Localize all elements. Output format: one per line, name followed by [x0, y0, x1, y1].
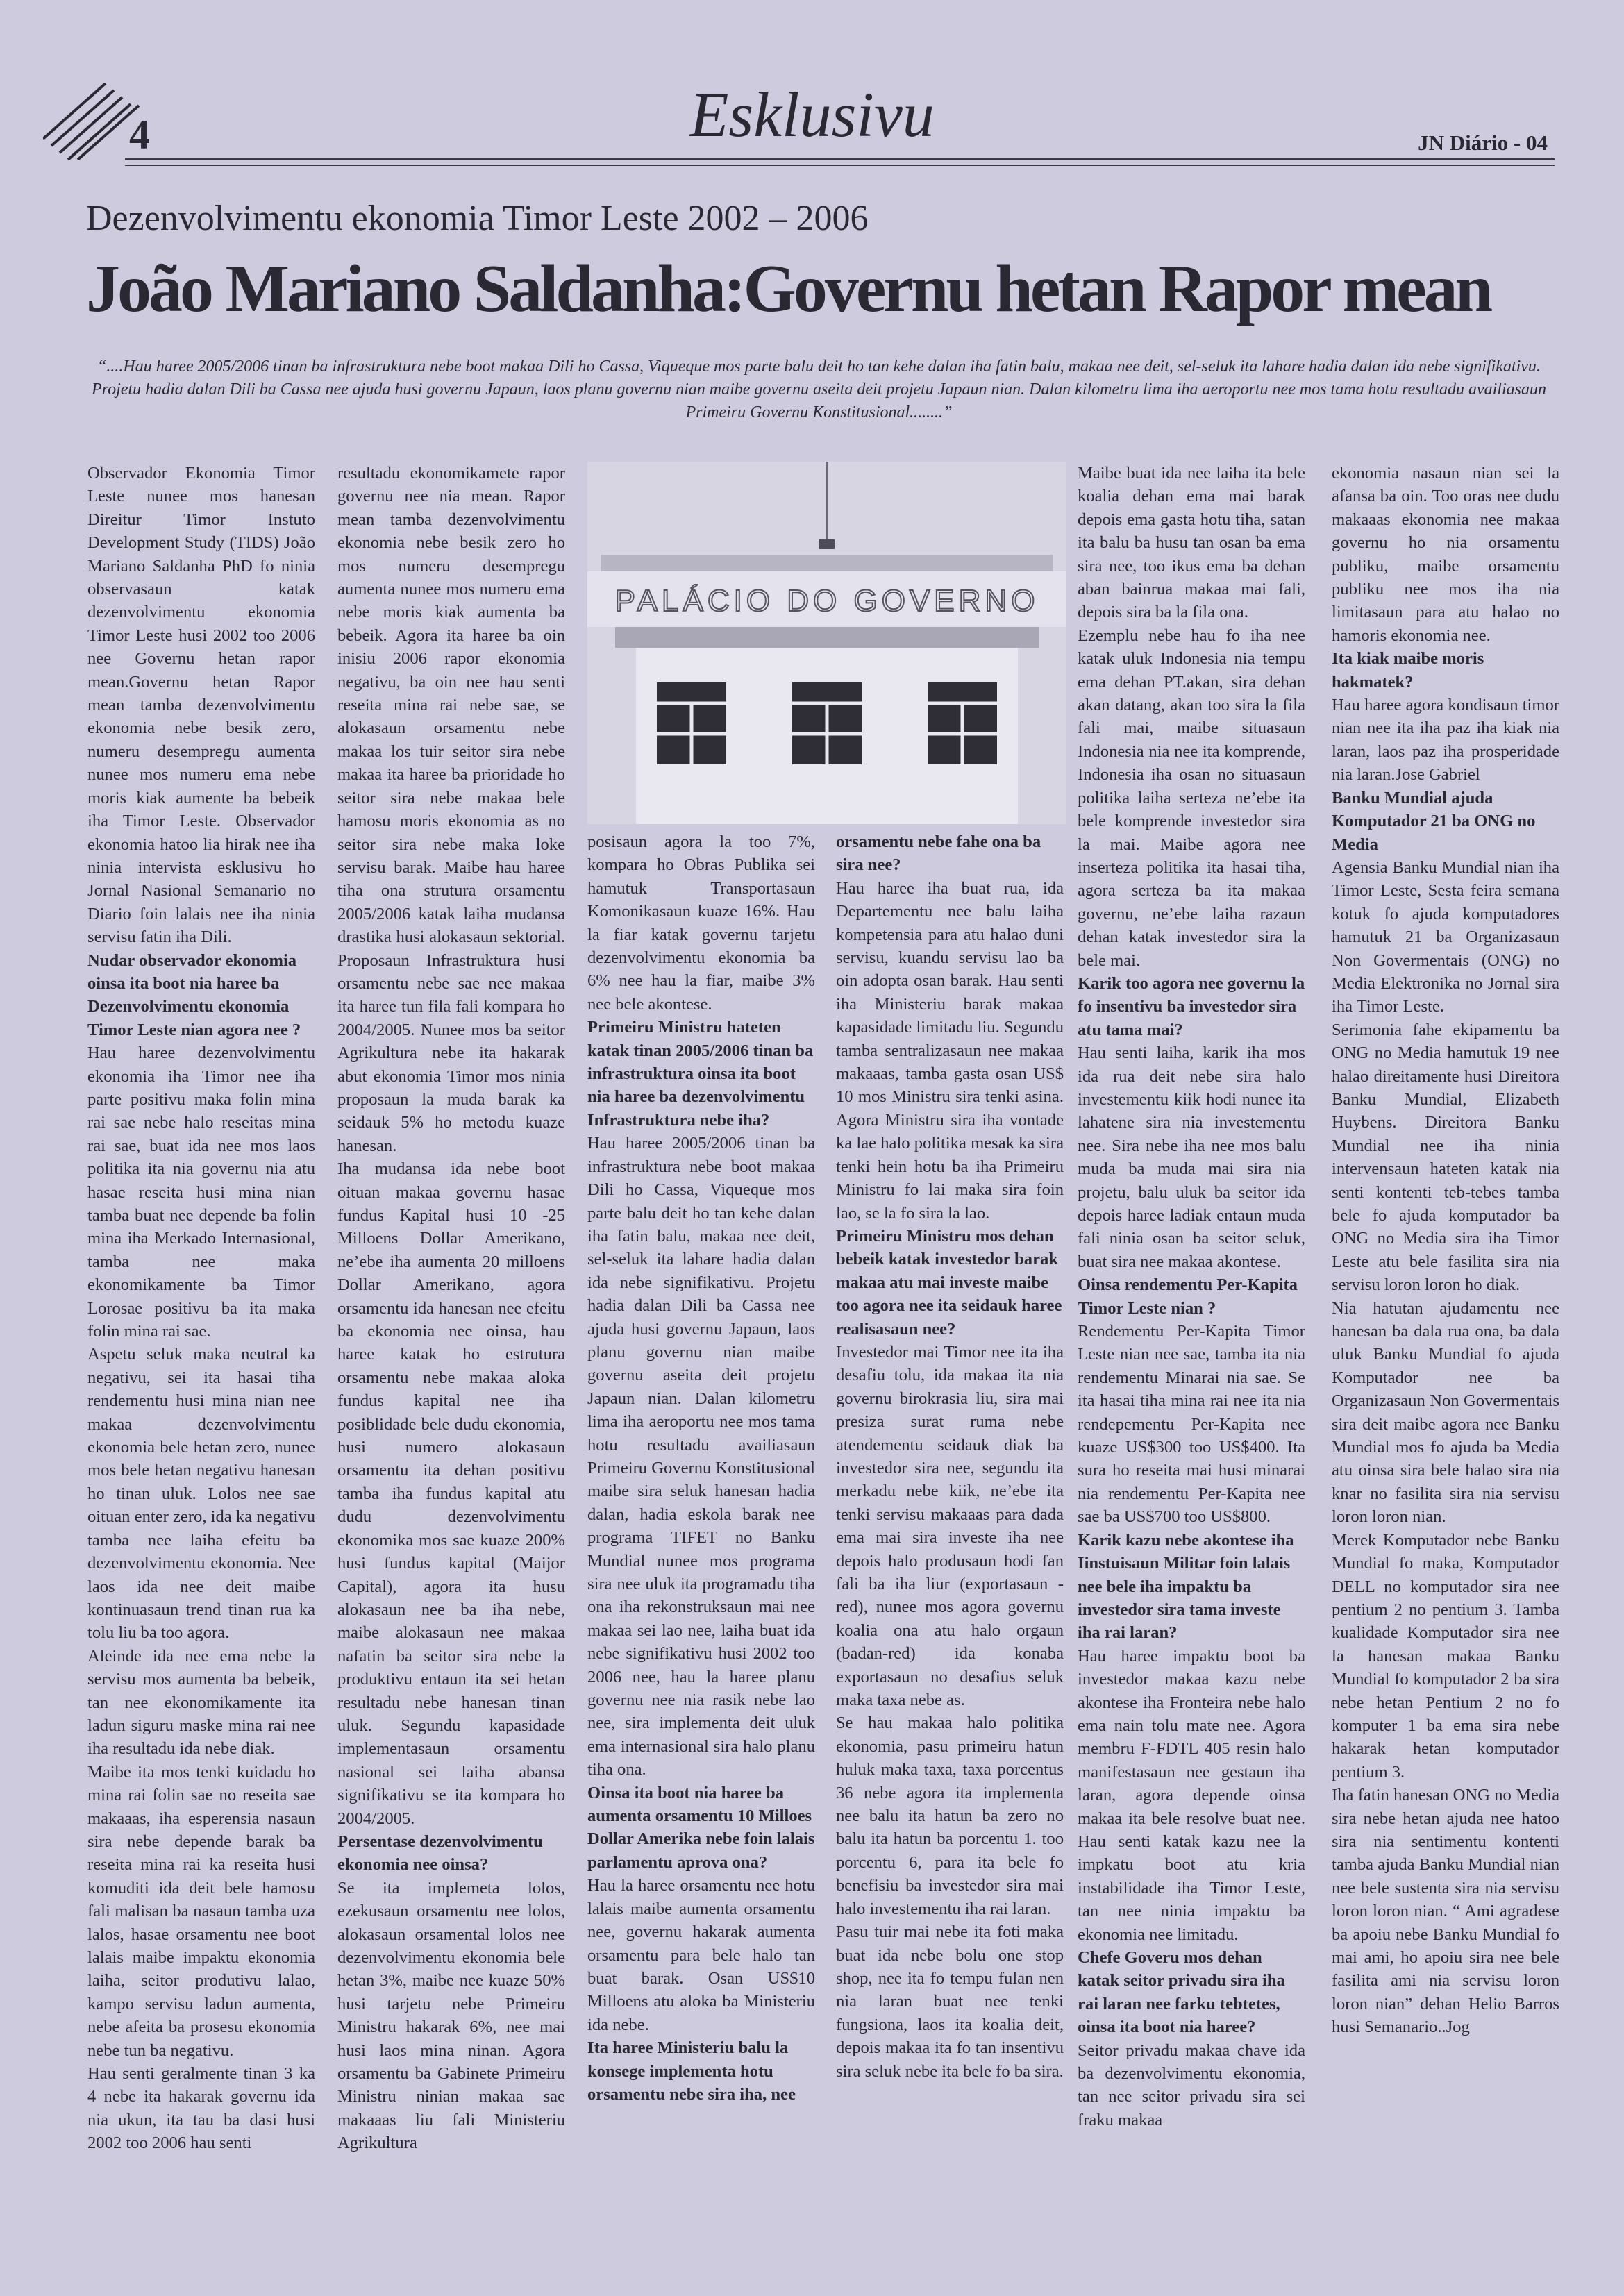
section-title: Esklusivu [689, 79, 935, 150]
paragraph: Aleinde ida nee ema nebe la servisu mos aumenta ba bebeik, tan nee ekonomikamente ita ladun siguru maske mina rai nee iha resultadu ida nebe diak. [87, 1646, 315, 1759]
paragraph: Nia hatutan ajudamentu nee hanesan ba dala rua ona, ba dala uluk Banku Mundial fo ajuda Komputador nee ba Organizasaun Non Govermentais sira deit maibe agora nee Banku Mundial mos fo ajuda ba Media atu oinsa sira bele halao sira nia knar no fasilita sira nia servisu loron loron nian. [1332, 1298, 1559, 1527]
paragraph: Seitor privadu makaa chave ida ba dezenvolvimentu ekonomia, tan nee seitor privadu sira sei fraku makaa [1078, 2041, 1305, 2129]
article-headline: João Mariano Saldanha:Governu hetan Rapor mean [86, 251, 1491, 326]
subheading: Ita haree Ministeriu balu la konsege implementa hotu orsamentu nebe sira iha, nee [587, 2038, 796, 2104]
masthead-rule-thin [125, 165, 1555, 166]
paragraph: Investedor mai Timor nee ita iha desafiu tolu, ida makaa ita nia governu birokrasia liu, sira mai presiza surat ruma nebe atendementu seidauk diak ba investedor sira nee, segundu ita merkadu nebe kiik, ne’ebe ita tenki servisu makaaas para dada ema mai sira investe iha nee depois halo produsaun hodi fan fali ba iha liur (exportasaun -red), nunee mos agora governu koalia ona atu halo orgaun (badan-red) ida konaba exportasaun no desafius seluk maka taxa nebe as. [836, 1342, 1064, 1710]
subheading: Ita kiak maibe moris hakmatek? [1332, 649, 1484, 692]
article-kicker: Dezenvolvimentu ekonomia Timor Leste 2002 – 2006 [86, 199, 869, 238]
subheading: Primeiru Ministru hateten katak tinan 2005/2006 tinan ba infrastruktura oinsa ita boot nia haree ba dezenvolvimentu Infrastruktura nebe iha? [587, 1018, 814, 1130]
paragraph: Hau haree agora kondisaun timor nian nee ita iha paz iha kiak nia laran, laos paz iha prosperidade nia laran.Jose Gabriel [1332, 696, 1559, 785]
paragraph: Maibe ita mos tenki kuidadu ho mina rai folin sae no reseita sae makaaas, iha esperensia nasaun sira nebe depende barak ba reseita mina rai ka reseita husi komuditi ida deit bele hamosu fali malisan ba nasaun tamba uza lalos, hasae orsamentu nee boot lalais maibe impaktu ekonomia laiha, seitor produtivu lalao, kampo servisu ladun aumenta, nebe afeita ba prosesu ekonomia nebe tun ba negativu. [87, 1762, 315, 2060]
paragraph: Hau haree iha buat rua, ida Departementu nee balu laiha kompetensia para atu halao duni servisu, kuandu servisu lao ba oin adopta osan barak. Hau senti iha Ministeriu barak makaa kapasidade limitadu liu. Segundu tamba sentralizasaun nee makaa makaaas, tamba gasta osan US$ 10 mos Ministru sira tenki asina. Agora Ministru sira iha vontade ka lae halo politika mesak ka sira tenki hein hotu ba iha Primeiru Ministru fo lai maka sira foin lao, se la fo sira la lao. [836, 878, 1064, 1223]
paragraph: Hau senti geralmente tinan 3 ka 4 nebe ita hakarak governu ida nia ukun, ita tau ba dasi husi 2002 too 2006 hau senti [87, 2064, 315, 2153]
paragraph: resultadu ekonomikamete rapor governu nee nia mean. Rapor mean tamba dezenvolvimentu ekonomia nebe besik zero ho mos numeru desempregu aumenta nunee mos numeru ema nebe moris kiak aumenta ba bebeik. Agora ita haree ba oin inisiu 2006 rapor ekonomia negativu, ba oin nee hau senti reseita mina rai nebe sae, se alokasaun orsamentu nebe makaa los tuir seitor sira nebe makaa ita haree ba prioridade ho seitor sira nebe makaa bele hamosu moris ekonomia as no seitor sira nebe maka loke servisu barak. Maibe hau haree tiha ona strutura orsamentu 2005/2006 katak laiha mudansa drastika husi alokasaun sektorial. Proposaun Infrastruktura husi orsamentu nebe sae nee makaa ita haree tun fila fali kompara ho 2004/2005. Nunee mos ba seitor Agrikultura nebe ita hakarak abut ekonomia Timor mos ninia proposaun la muda barak ka seidauk 5% ho metodu kuaze hanesan. [337, 464, 565, 1155]
edition-label: JN Diário - 04 [1418, 131, 1548, 155]
column-4 [836, 830, 1064, 2083]
subheading: Karik too agora nee governu la fo insentivu ba investedor sira atu tama mai? [1078, 973, 1305, 1039]
paragraph: Rendementu Per-Kapita Timor Leste nian nee sae, tamba ita nia rendementu Minarai nia sae. Se ita hasai tiha mina rai nee ita nia rendepementu Per-Kapita nee kuaze US$300 too US$400. Ita sura ho reseita mai husi minarai nia rendementu Per-Kapita nee sae ba US$700 too US$800. [1078, 1322, 1305, 1527]
subheading: Banku Mundial ajuda Komputador 21 ba ONG no Media [1332, 788, 1536, 854]
masthead-rule [125, 158, 1555, 160]
paragraph: Hau haree impaktu boot ba investedor makaa kazu nebe akontese iha Fronteira nebe halo ema nain tolu mate nee. Agora membru F-FDTL 405 resin halo manifestasaun nee gestaun iha laran, agora depende oinsa makaa ita bele resolve buat nee. Hau senti katak kazu nee la impkatu boot atu kria instabilidade iha Timor Leste, tan nee ninia impaktu ba ekonomia nee limitadu. [1078, 1646, 1305, 1944]
column-1 [87, 462, 315, 2155]
paragraph: Hau haree dezenvolvimentu ekonomia iha Timor nee iha parte positivu maka folin mina rai sae nebe halo reseitas mina rai sae, buat ida nee mos laos politika ita nia governu nia atu hasae reseita husi mina nian tamba buat nee depende ba folin mina iha Merkado Internasional, tamba nee maka ekonomikamente ba Timor Lorosae positivu ba ita maka folin mina rai sae. [87, 1044, 315, 1341]
paragraph: Serimonia fahe ekipamentu ba ONG no Media hamutuk 19 nee halao direitamente husi Direitora Banku Mundial, Elizabeth Huybens. Direitora Banku Mundial nee iha ninia intervensaun hateten katak nia senti kontenti teb-tebes tamba bele fo ajuda komputador ba ONG no Media sira iha Timor Leste atu bele fasilita sira nia servisu loron loron ho diak. [1332, 1020, 1559, 1295]
column-6 [1332, 462, 1559, 2039]
paragraph: Se hau makaa halo politika ekonomia, pasu primeiru hatun huluk maka taxa, taxa porcentus 36 nebe agora ita implementa nee balu ita hatun ba zero no balu ita hatun ba porcentu 1. too porcentu 6, para ita bele fo benefisiu ba investedor sira mai halo investementu iha rai laran. [836, 1713, 1064, 1918]
column-2 [337, 462, 565, 2155]
paragraph: Merek Komputador nebe Banku Mundial fo maka, Komputador DELL no komputador sira nee pentium 2 no pentium 3. Tamba kualidade Komputador sira nee la hanesan makaa Banku Mundial fo komputador 2 ba sira nebe hetan Pentium 2 no fo komputer 1 ba ema sira nebe hakarak hetan komputador pentium 3. [1332, 1530, 1559, 1782]
subheading: Persentase dezenvolvimentu ekonomia nee oinsa? [337, 1832, 543, 1875]
photo-building-sign: PALÁCIO DO GOVERNO [614, 584, 1039, 618]
paragraph: ekonomia nasaun nian sei la afansa ba oin. Too oras nee dudu makaaas ekonomia nee makaa governu ho nia orsamentu publiku, maibe orsamentu publiku nee mos iha nia limitasaun para atu halao no hamoris ekonomia nee. [1332, 464, 1559, 645]
column-5 [1078, 462, 1305, 2131]
paragraph: Hau haree 2005/2006 tinan ba infrastruktura nebe boot makaa Dili ho Cassa, Viqueque mos parte balu deit ho tan kehe dalan iha fatin balu, makaa nee deit, sel-seluk ita lahare hadia dalan ida nebe signifikativu. Projetu hadia dalan Dili ba Cassa nee ajuda husi governu Japaun, laos planu governu nian maibe governu aseita deit projetu Japaun nian. Dalan kilometru lima iha aeroportu nee mos tama hotu resultadu availiasaun Primeiru Governu Konstitusional maibe sira seluk hanesan hadia dalan, hadia eskola barak nee programa TIFET no Banku Mundial nunee mos programa sira nee uluk ita programadu tiha ona iha rekonstruksaun mai nee makaa sei lao nee, laiha buat ida nebe signifikativu husi 2002 too 2006 nee, hau la haree planu governu nee nia rasik nebe lao nee, sira implementa deit uluk ema internasional sira halo planu tiha ona. [587, 1134, 815, 1779]
paragraph: Maibe buat ida nee laiha ita bele koalia dehan ema mai barak depois ema gasta hotu tiha, satan ita balu ba husu tan osan ba ema sira nee, too ikus ema ba dehan aban bainrua makaa mai fali, depois sira ba la fila ona. [1078, 464, 1305, 622]
paragraph: Iha mudansa ida nebe boot oituan makaa governu hasae fundus Kapital husi 10 -25 Milloens Dollar Amerikano, ne’ebe iha aumenta 20 milloens Dollar Amerikano, agora orsamentu ida hanesan nee efeitu ba ekonomia nee oinsa, hau haree katak ho estrutura orsamentu nebe makaa aloka fundus kapital nee iha posiblidade bele dudu ekonomia, husi numero alokasaun orsamentu ita dehan positivu tamba iha fundus kapital atu dudu dezenvolvimentu ekonomika mos sae kuaze 200% husi fundus kapital (Maijor Capital), agora ita husu alokasaun nee ba iha nebe, maibe alokasaun nee makaa nafatin ba seitor sira nebe la produktivu entaun ita sei hetan resultadu nebe hanesan tinan uluk. Segundu kapasidade implementasaun orsamentu nasional sei laiha abansa signifikativu se ita kompara ho 2004/2005. [337, 1159, 565, 1828]
page-number: 4 [129, 112, 150, 158]
paragraph: posisaun agora la too 7%, kompara ho Obras Publika sei hamutuk Transportasaun Komonikasaun kuaze 16%. Hau la fiar katak governu tarjetu dezenvolvimentu ekonomia ba 6% nee hau la fiar, maibe 3% nee bele akontese. [587, 832, 815, 1014]
paragraph: Ezemplu nebe hau fo iha nee katak uluk Indonesia nia tempu ema dehan PT.akan, sira dehan akan datang, akan too sira la fila fali mai, maibe situasaun Indonesia nia nee ita komprende, Indonesia iha osan no situasaun politika laiha serteza ne’ebe ita bele komprende investedor sira la mai. Maibe agora nee inserteza politika ita hasai tiha, agora serteza ba ita makaa governu, ne’ebe laiha razaun dehan katak investedor sira la bele mai. [1078, 626, 1305, 970]
paragraph: Observador Ekonomia Timor Leste nunee mos hanesan Direitur Timor Instuto Development Study (TIDS) João Mariano Saldanha PhD fo ninia observasaun katak dezenvolvimentu ekonomia Timor Leste husi 2002 too 2006 nee Governu hetan rapor mean.Governu hetan Rapor mean tamba dezenvolvimentu ekonomia nebe besik zero, numeru desempregu aumenta nunee mos numeru ema nebe moris kiak aumente ba bebeik iha Timor Leste. Observador ekonomia hatoo lia hirak nee iha ninia intervista esklusivu ho Jornal Nasional Semanario no Diario foin lalais nee iha ninia servisu fatin iha Dili. [87, 464, 315, 947]
paragraph: Agensia Banku Mundial nian iha Timor Leste, Sesta feira semana kotuk fo ajuda komputadores hamutuk 21 ba Organizasaun Non Govermentais (ONG) no Media Elektronika no Jornal sira iha Timor Leste. [1332, 857, 1559, 1016]
paragraph: Iha fatin hanesan ONG no Media sira nebe hetan ajuda nee hatoo sira nia sentimentu kontenti tamba ajuda Banku Mundial nian nee bele sustenta sira nia servisu loron loron nian. “ Ami agradese ba apoiu nebe Banku Mundial fo mai ami, ho apoiu sira nee bele fasilita ami nia servisu loron loron nian” dehan Helio Barros husi Semanario..Jog [1332, 1786, 1559, 2037]
subheading: Chefe Goveru mos dehan katak seitor privadu sira iha rai laran nee farku tebtetes, oinsa ita boot nia haree? [1078, 1948, 1285, 2037]
paragraph: Pasu tuir mai nebe ita foti maka buat ida nebe bolu one stop shop, nee ita fo tempu fulan nen nia laran buat nee tenki fungsiona, laos ita koalia deit, depois makaa ita fo tan insentivu sira seluk nebe ita bele fo ba sira. [836, 1922, 1064, 2081]
paragraph: Hau senti laiha, karik iha mos ida rua deit nebe sira halo investementu kiik hodi nunee ita lahatene sira nia investementu nee. Sira nebe iha nee mos balu muda ba muda mai sira nia projetu, balu uluk ba seitor ida depois haree ladiak entaun muda fali ninia osan ba seitor seluk, buat sira nee makaa akontese. [1078, 1044, 1305, 1271]
paragraph: Se ita implemeta lolos, ezekusaun orsamentu nee lolos, alokasaun orsamental lolos nee dezenvolvimentu ekonomia bele hetan 3%, maibe nee kuaze 50% husi tarjetu nebe Primeiru Ministru hakarak 6%, nee mai husi laos mina ninan. Agora orsamentu ba Gabinete Primeiru Ministru ninian makaa sae makaaas liu fali Ministeriu Agrikultura [337, 1878, 565, 2153]
paragraph: Aspetu seluk maka neutral ka negativu, sei ita hasai tiha rendementu husi mina nian nee makaa dezenvolvimentu ekonomia bele hetan zero, nunee mos bele hetan negativu hanesan ho tinan uluk. Lolos nee sae oituan enter zero, ida ka negativu tamba nee laiha efeitu ba dezenvolvimentu ekonomia. Nee laos ida nee deit maibe kontinuasaun trend tinan rua ka tolu liu ba too agora. [87, 1345, 315, 1643]
government-palace-photo [587, 462, 1066, 824]
subheading: Oinsa ita boot nia haree ba aumenta orsamentu 10 Milloes Dollar Amerika nebe foin lalais parlamentu aprova ona? [587, 1783, 815, 1872]
subheading: Karik kazu nebe akontese iha Iinstuisaun Militar foin lalais nee bele iha impaktu ba investedor sira tama investe iha rai laran? [1078, 1530, 1294, 1643]
subheading: orsamentu nebe fahe ona ba sira nee? [836, 832, 1041, 875]
column-3 [587, 830, 815, 2106]
article-lead-quote: “....Hau haree 2005/2006 tinan ba infrastruktura nebe boot makaa Dili ho Cassa, Viqueque mos parte balu deit ho tan kehe dalan iha fatin balu, makaa nee deit, sel-seluk ita lahare hadia dalan ida nebe signifikativu. Projetu hadia dalan Dili ba Cassa nee ajuda husi governu Japaun, laos planu governu nian maibe governu aseita deit projetu Japaun nian. Dalan kilometru lima iha aeroportu nee mos tama hotu resultadu availiasaun Primeiru Governu Konstitusional........” [92, 358, 1546, 421]
subheading: Nudar observador ekonomia oinsa ita boot nia haree ba Dezenvolvimentu ekonomia Timor Leste nian agora nee ? [87, 950, 301, 1039]
subheading: Primeiru Ministru mos dehan bebeik katak investedor barak makaa atu mai investe maibe too agora nee ita seidauk haree realisasaun nee? [836, 1226, 1062, 1339]
paragraph: Hau la haree orsamentu nee hotu lalais maibe aumenta orsamentu nee, governu hakarak aumenta orsamentu para bele halo tan buat barak. Osan US$10 Milloens atu aloka ba Ministeriu ida nebe. [587, 1876, 815, 2034]
subheading: Oinsa rendementu Per-Kapita Timor Leste nian ? [1078, 1275, 1298, 1318]
